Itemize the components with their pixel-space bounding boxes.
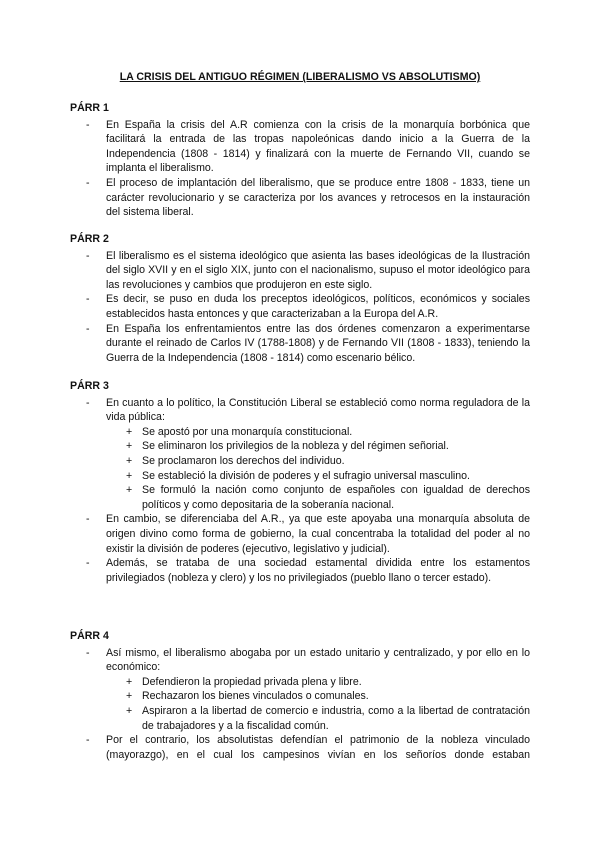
section-heading: PÁRR 1 [70,102,109,114]
sub-list-item: + Se estableció la división de poderes y el sufragio universal masculino. [126,469,470,482]
sub-list-item: + Defendieron la propiedad privada plena y libre. [126,675,362,688]
section-parr-3 [70,379,530,585]
list-item: - El liberalismo es el sistema ideológico que asienta las bases ideológicas de la Ilustración del siglo XVII y en el siglo XIX, junto con el nacionalismo, supuso el motor ideológico para las revoluciones y cambios que produjeron en este siglo. [86,249,530,291]
sub-list-item: + Aspiraron a la libertad de comercio e industria, como a la libertad de contratación de trabajadores y a la fiscalidad común. [126,704,530,732]
section-heading: PÁRR 2 [70,233,109,245]
list-item: - Por el contrario, los absolutistas defendían el patrimonio de la nobleza vinculado (mayorazgo), en el cual los campesinos vivían en los señoríos donde estaban [86,734,530,761]
list-item: - En España la crisis del A.R comienza con la crisis de la monarquía borbónica que facilitará la entrada de las tropas napoleónicas dando inicio a la Guerra de la Independencia (1808 - 1814) y finalizará con la muerte de Fernando VII, cuando se implanta el liberalismo. [86,118,530,175]
section-heading: PÁRR 3 [70,380,109,392]
section-parr-1 [70,101,530,220]
document-title: LA CRISIS DEL ANTIGUO RÉGIMEN (LIBERALISMO VS ABSOLUTISMO) [119,71,481,83]
list-item: - Así mismo, el liberalismo abogaba por un estado unitario y centralizado, y por ello en lo económico: [86,646,530,674]
section-parr-2 [70,232,530,365]
list-item: - Además, se trataba de una sociedad estamental dividida entre los estamentos privilegiados (nobleza y clero) y los no privilegiados (pueblo llano o tercer estado). [86,557,530,584]
section-parr-4 [70,629,530,762]
sub-list-item: + Se proclamaron los derechos del individuo. [126,454,345,467]
list-item: - El proceso de implantación del liberalismo, que se produce entre 1808 - 1833, tiene un carácter revolucionario y se caracteriza por los avances y retrocesos en la instauración del sistema liberal. [86,176,530,219]
section-heading: PÁRR 4 [70,630,109,642]
sub-list-item: + Se apostó por una monarquía constitucional. [126,425,353,438]
list-item: - En cambio, se diferenciaba del A.R., ya que este apoyaba una monarquía absoluta de origen divino como forma de gobierno, la cual concentraba la totalidad del poder al no existir la división de poderes (ejecutivo, legislativo y judicial). [86,513,530,555]
list-item: - En cuanto a lo político, la Constitución Liberal se estableció como norma reguladora de la vida pública: [86,396,530,424]
list-item: - Es decir, se puso en duda los preceptos ideológicos, políticos, económicos y sociales establecidos hasta entonces y que caracterizaban a la Europa del A.R. [86,293,530,320]
sub-list-item: + Se formuló la nación como conjunto de españoles con igualdad de derechos políticos y como depositaria de la soberanía nacional. [126,484,530,511]
sub-list-item: + Se eliminaron los privilegios de la nobleza y del régimen señorial. [126,440,449,453]
list-item: - En España los enfrentamientos entre las dos órdenes comenzaron a experimentarse durante el reinado de Carlos IV (1788-1808) y de Fernando VII (1808 - 1833), teniendo la Guerra de la Independencia (1808 - 1814) como escenario bélico. [86,322,530,364]
sub-list-item: + Rechazaron los bienes vinculados o comunales. [126,690,369,703]
